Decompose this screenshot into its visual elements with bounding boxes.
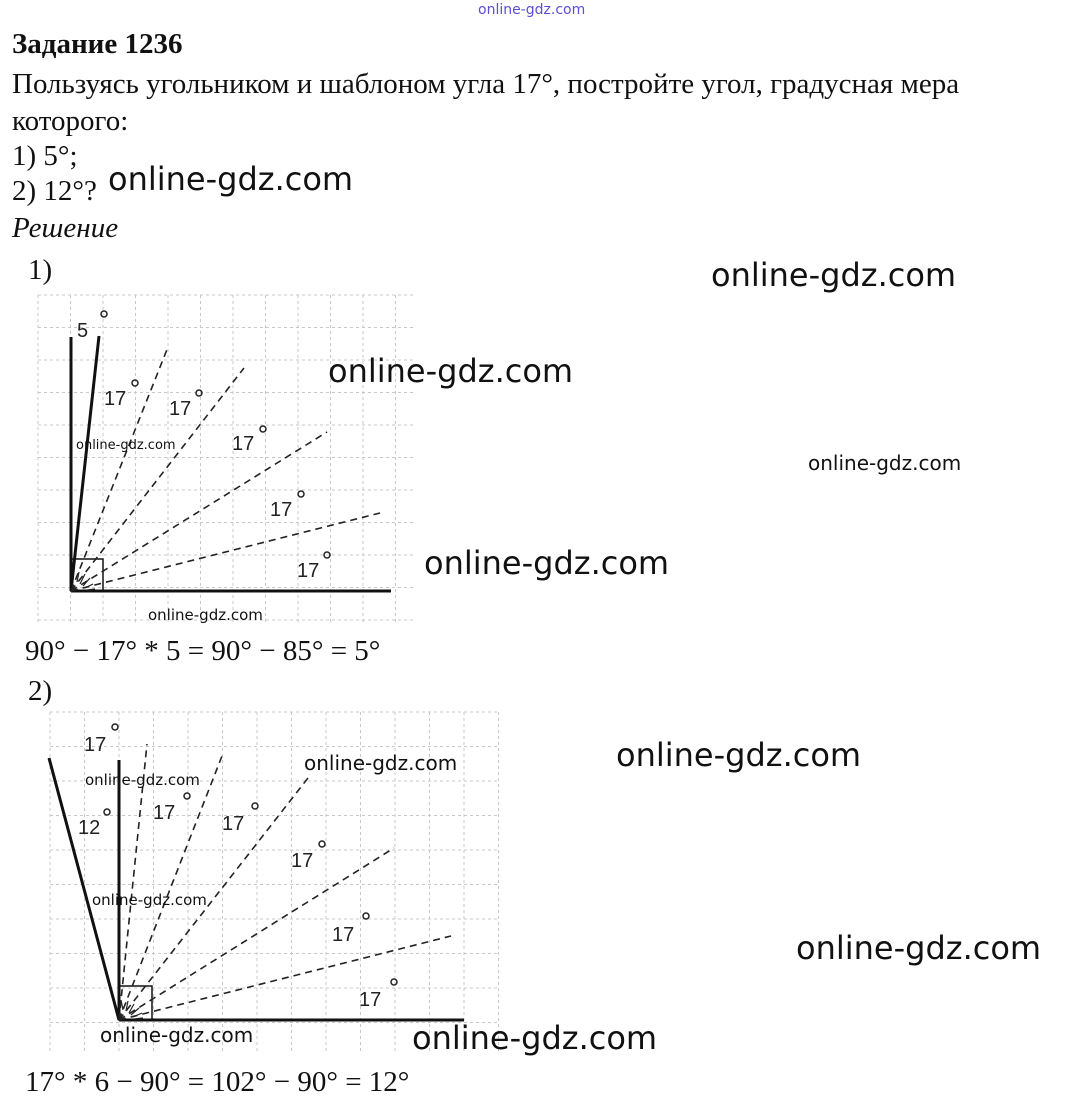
formula-part1: 90° − 17° * 5 = 90° − 85° = 5° — [25, 635, 381, 667]
task-item-1: 1) 5°; — [12, 140, 78, 172]
degree-mark — [112, 724, 118, 730]
template-label: 17 — [359, 989, 382, 1011]
task-title: Задание 1236 — [12, 28, 183, 60]
watermark-top: online-gdz.com — [478, 2, 586, 18]
task-text-line2: которого: — [12, 105, 129, 137]
right-angle-marker-part2 — [119, 986, 152, 1020]
angle-label-12: 12 — [78, 817, 101, 839]
watermark: online-gdz.com — [412, 1019, 658, 1057]
task-item-2: 2) 12°? — [12, 175, 97, 207]
watermark: online-gdz.com — [108, 160, 354, 198]
template-label: 17 — [104, 388, 127, 410]
part2-label: 2) — [28, 675, 53, 707]
watermark: online-gdz.com — [85, 771, 200, 789]
template-label: 17 — [270, 499, 293, 521]
template-label: 17 — [222, 813, 245, 835]
watermark: online-gdz.com — [92, 891, 207, 909]
watermark: online-gdz.com — [100, 1023, 254, 1047]
formula-part2: 17° * 6 − 90° = 102° − 90° = 12° — [25, 1066, 410, 1098]
template-label: 17 — [332, 924, 355, 946]
template-ray — [119, 756, 222, 1020]
template-label: 17 — [232, 433, 255, 455]
task-text-line1: Пользуясь угольником и шаблоном угла 17°, постройте угол, градусная мера — [12, 68, 960, 100]
degree-mark — [391, 979, 397, 985]
watermark: online-gdz.com — [148, 606, 263, 624]
watermark: online-gdz.com — [304, 751, 458, 775]
solution-label: Решение — [12, 212, 119, 244]
watermark: online-gdz.com — [616, 736, 862, 774]
template-label: 17 — [153, 802, 176, 824]
watermark: online-gdz.com — [808, 451, 962, 475]
degree-mark — [319, 841, 325, 847]
part1-label: 1) — [28, 254, 53, 286]
degree-mark — [252, 803, 258, 809]
watermark: online-gdz.com — [796, 929, 1042, 967]
template-label: 17 — [84, 734, 107, 756]
watermark: online-gdz.com — [424, 544, 670, 582]
angle-label-5: 5 — [77, 320, 89, 342]
degree-mark — [104, 809, 110, 815]
watermark: online-gdz.com — [711, 256, 957, 294]
template-ray — [119, 936, 451, 1020]
template-label: 17 — [297, 560, 320, 582]
watermark: online-gdz.com — [328, 352, 574, 390]
degree-mark — [363, 913, 369, 919]
template-label: 17 — [291, 850, 314, 872]
watermark: online-gdz.com — [76, 438, 176, 453]
degree-mark — [184, 793, 190, 799]
template-label: 17 — [169, 398, 192, 420]
